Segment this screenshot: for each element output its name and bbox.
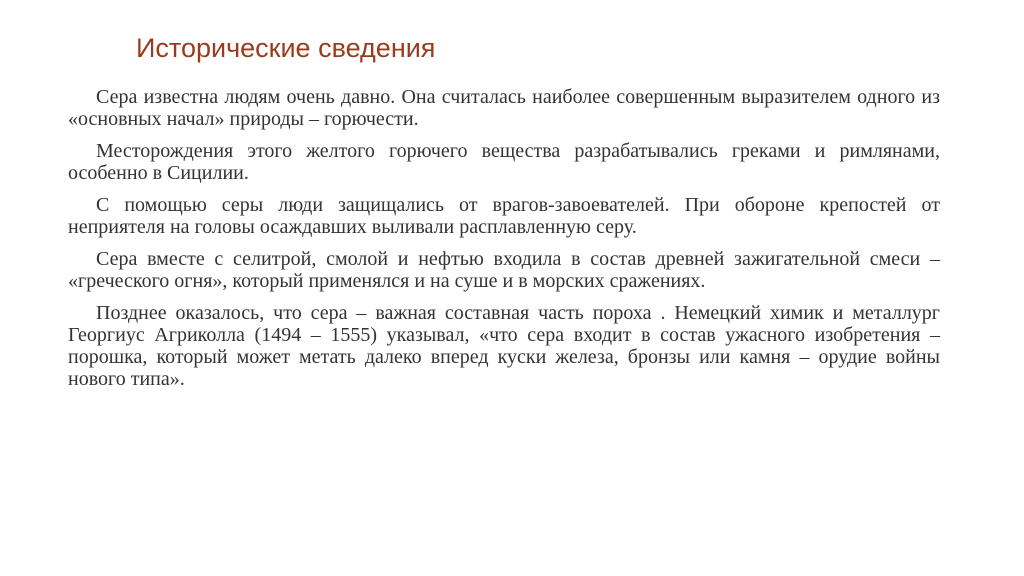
- slide-body: [68, 86, 940, 390]
- paragraph-gunpowder: Позднее оказалось, что сера – важная составная часть пороха . Немецкий химик и металлург Георгиус Агриколла (1494 – 1555) указывал, «что сера входит в состав ужасного изобретения – порошка, который может метать далеко вперед куски железа, бронзы или камня – орудие войны нового типа».: [68, 302, 940, 390]
- paragraph-defense: С помощью серы люди защищались от врагов-завоевателей. При обороне крепостей от неприятеля на головы осаждавших выливали расплавленную серу.: [68, 194, 940, 238]
- slide-title: Исторические сведения: [136, 33, 436, 63]
- paragraph-history: Сера известна людям очень давно. Она считалась наиболее совершенным выразителем одного из «основных начал» природы – горючести.: [68, 86, 940, 130]
- paragraph-greek-fire: Сера вместе с селитрой, смолой и нефтью входила в состав древней зажигательной смеси – «греческого огня», который применялся и на суше и в морских сражениях.: [68, 248, 940, 292]
- paragraph-deposits: Месторождения этого желтого горючего вещества разрабатывались греками и римлянами, особенно в Сицилии.: [68, 140, 940, 184]
